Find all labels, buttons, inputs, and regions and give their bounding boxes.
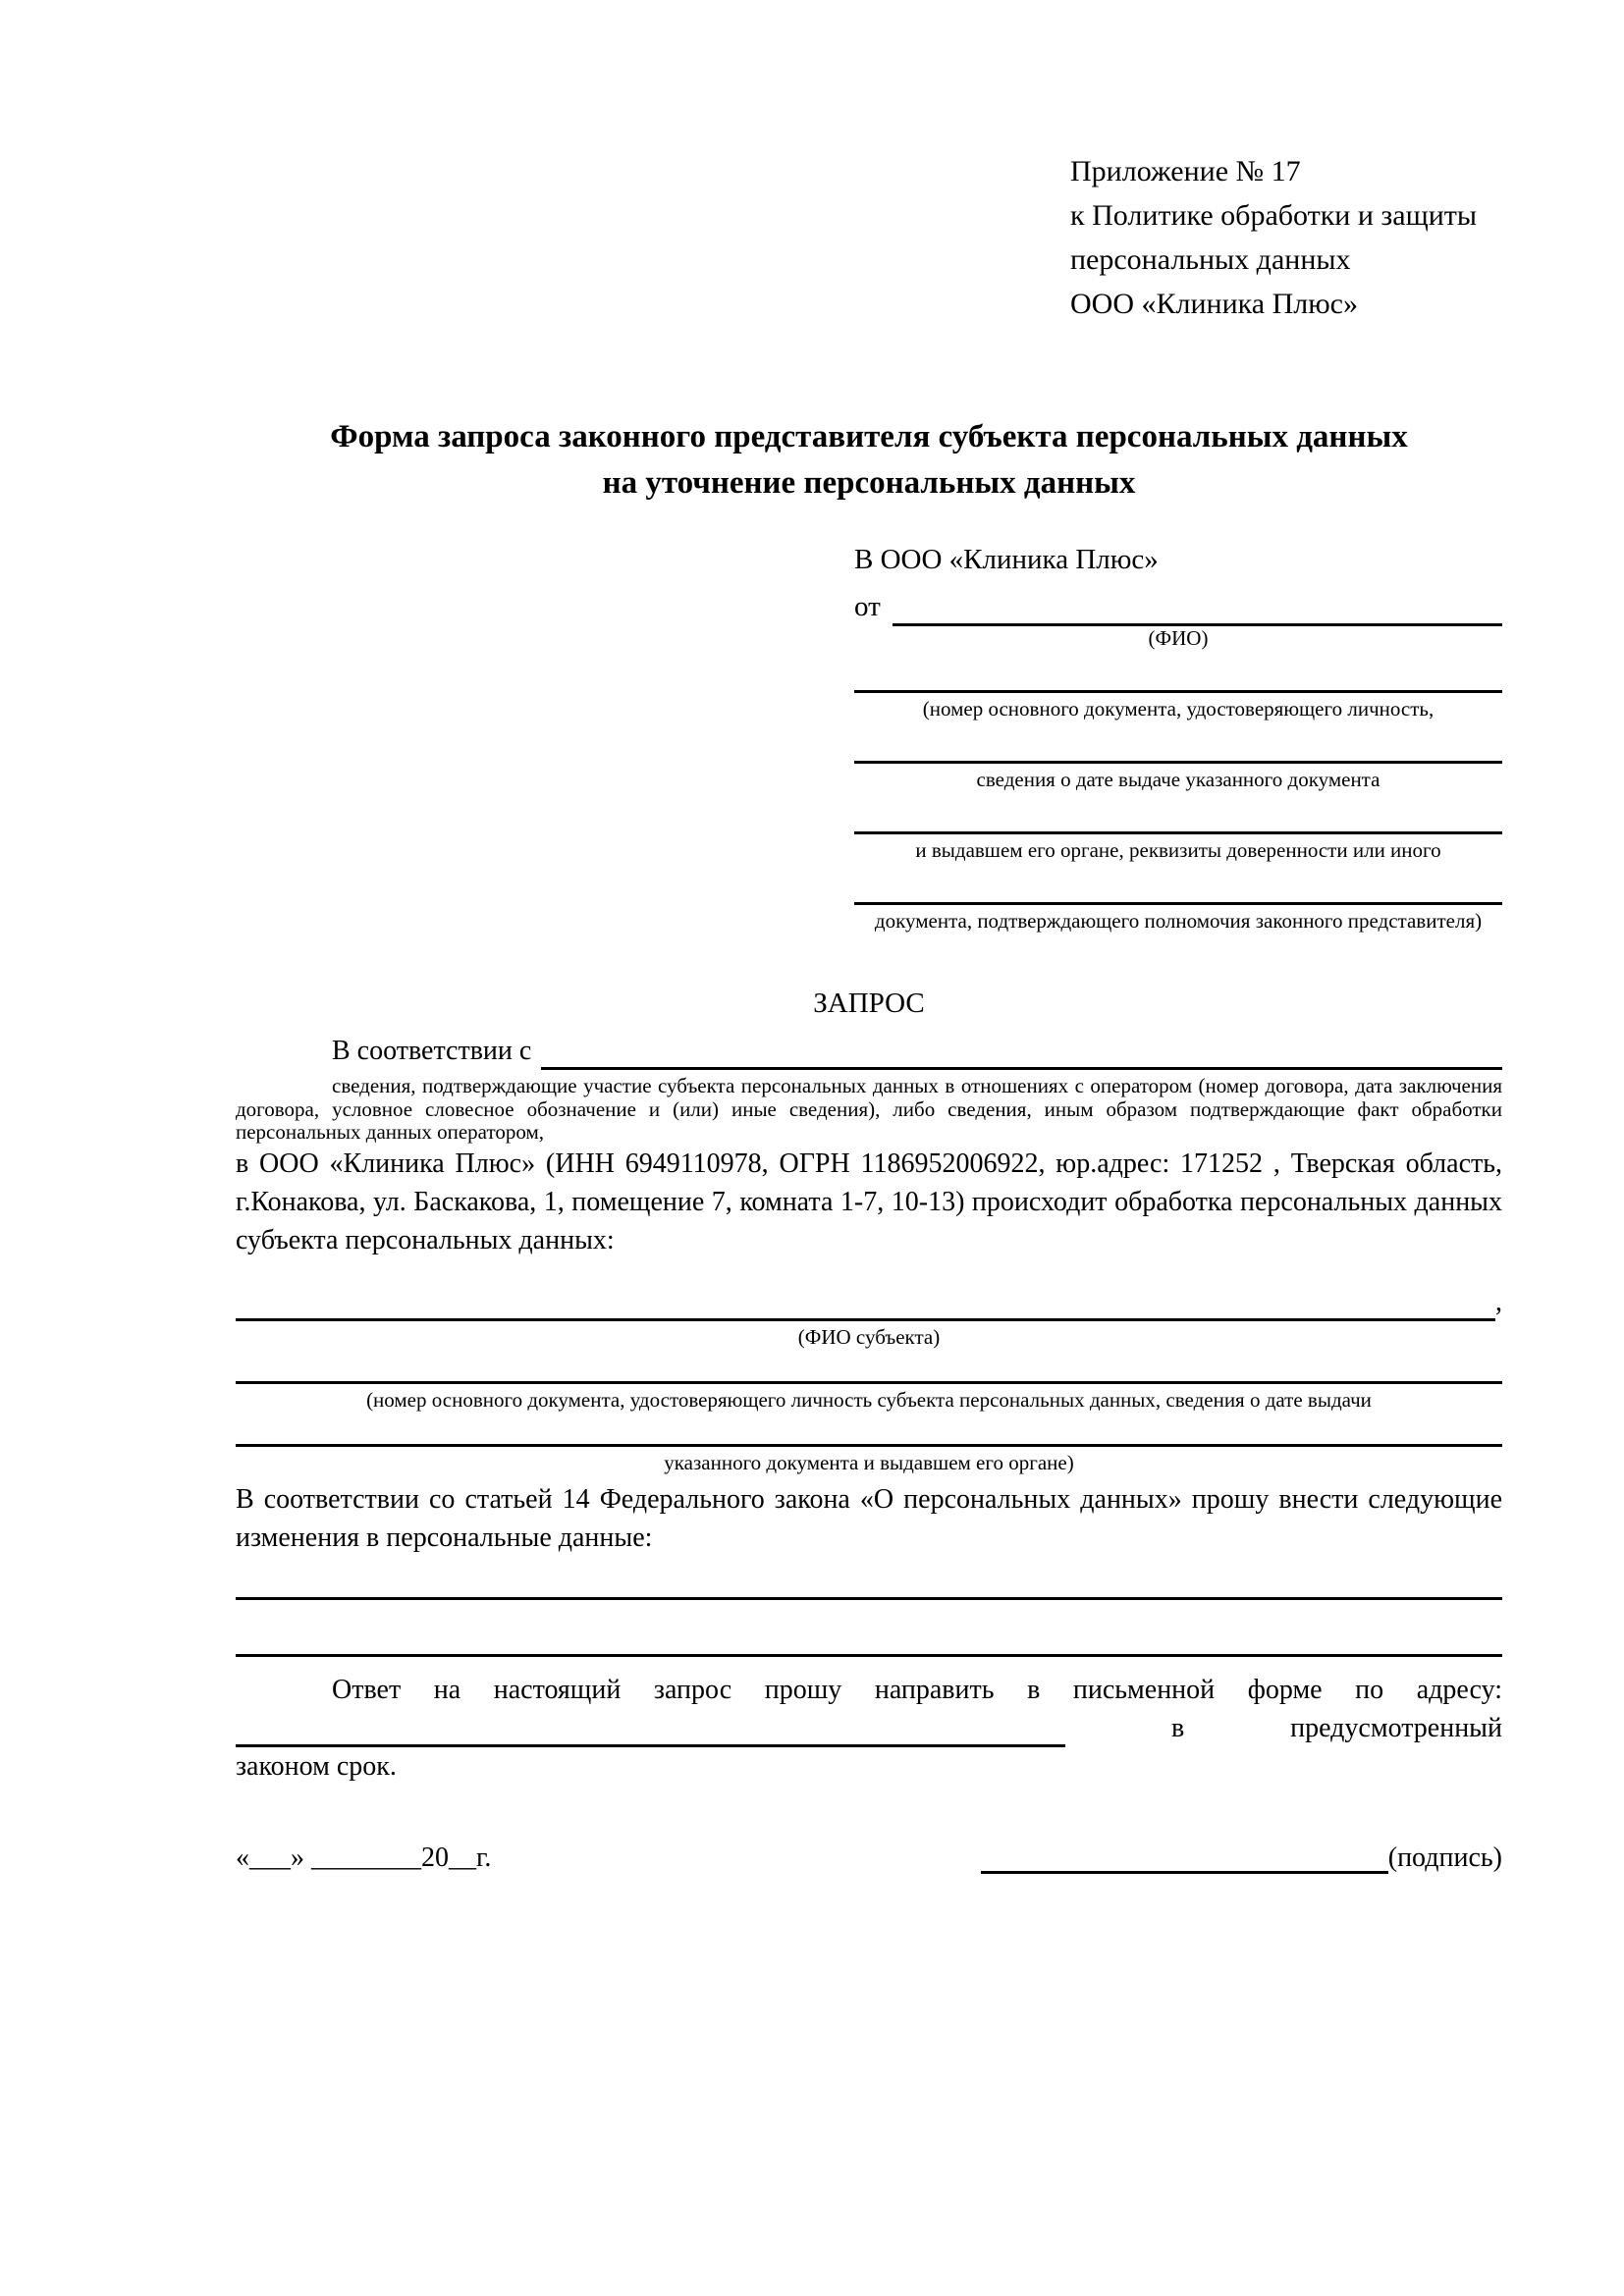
signature-caption: (подпись) [1387,1842,1502,1873]
doc-authority-field [854,830,1502,862]
header-line-policy: к Политике обработки и защиты [1070,199,1478,232]
reply-word-predusmotrennyi: предусмотренный [1290,1712,1502,1743]
trailing-comma: , [1495,1286,1502,1317]
doc-issue-date-field [854,760,1502,791]
addressee-to: В ООО «Клиника Плюс» [854,544,1159,575]
reply-address-row [236,1709,1502,1747]
law-paragraph: В соответствии со статьей 14 Федерального закона «О персональных данных» прошу внести следующие изменения в персональные данные: [236,1483,1502,1553]
changes-blank-field-1 [236,1596,1502,1600]
from-label: от [854,591,881,622]
authority-confirmation-caption: документа, подтверждающего полномочия законного представителя) [874,909,1483,933]
subject-name-row [236,1283,1502,1321]
subject-doc-caption-2: указанного документа и выдавшем его органе) [664,1450,1074,1474]
title-line-2: на уточнение персональных данных [602,465,1136,501]
changes-blank-field-2 [236,1653,1502,1657]
fio-caption: (ФИО) [1148,626,1209,650]
reply-paragraph-line-1: Ответ на настоящий запрос прошу направить в письменной форме по адресу: [332,1674,1502,1705]
relation-details-footnote: сведения, подтверждающие участие субъекта персональных данных в отношениях с оператором (номер договора, дата заключения договора, условное словесное обозначение и (или) иные сведения), либо сведения, иным образом подтверждающие факт обработки персональных данных оператором, [236,1074,1502,1144]
subject-name-blank-field [236,1283,1495,1321]
subject-doc-authority-blank-field [236,1443,1502,1447]
date-line: «___» ________20__г. [236,1842,492,1873]
reply-paragraph-end: законом срок. [236,1750,397,1782]
from-row [854,587,1502,626]
addressee-block [854,540,1502,933]
representative-name-blank-field [893,587,1502,626]
title-line-1: Форма запроса законного представителя субъекта персональных данных [330,419,1408,454]
doc-authority-blank-field [854,830,1502,834]
subject-fio-caption: (ФИО субъекта) [797,1324,941,1349]
representative-doc-caption: (номер основного документа, удостоверяющего личность, [922,697,1435,721]
request-heading: ЗАПРОС [813,988,925,1019]
document-header [1070,149,1502,326]
doc-issue-date-blank-field [854,760,1502,764]
subject-doc-blank-field [236,1380,1502,1384]
subject-doc-caption-1: (номер основного документа, удостоверяющего личность субъекта персональных данных, сведения о дате выдачи [366,1387,1372,1412]
signature-group [981,1842,1502,1874]
header-line-appendix: Приложение № 17 [1070,155,1301,187]
authority-confirmation-field [854,901,1502,933]
doc-authority-caption: и выдавшем его органе, реквизиты доверенности или иного [915,838,1441,862]
document-title [236,414,1502,507]
representative-doc-field [854,689,1502,721]
operator-paragraph: в ООО «Клиника Плюс» (ИНН 6949110978, ОГРН 1186952006922, юр.адрес: 171252 , Тверская область, г.Конакова, ул. Баскакова, 1, помещение 7, комната 1-7, 10-13) происходит обработка персональных данных субъекта персональных данных: [236,1148,1502,1255]
relation-details-blank-field [541,1032,1502,1070]
header-line-personal-data: персональных данных [1070,243,1351,276]
authority-confirmation-blank-field [854,901,1502,905]
header-line-company: ООО «Клиника Плюс» [1070,288,1358,320]
representative-doc-blank-field [854,689,1502,693]
intro-prefix: В соответствии с [332,1036,532,1066]
request-intro-row [236,1032,1502,1070]
date-signature-row [236,1842,1502,1874]
doc-issue-date-caption: сведения о дате выдаче указанного документа [976,768,1380,791]
signature-blank-field [981,1871,1388,1874]
reply-word-v: в [1170,1712,1185,1743]
